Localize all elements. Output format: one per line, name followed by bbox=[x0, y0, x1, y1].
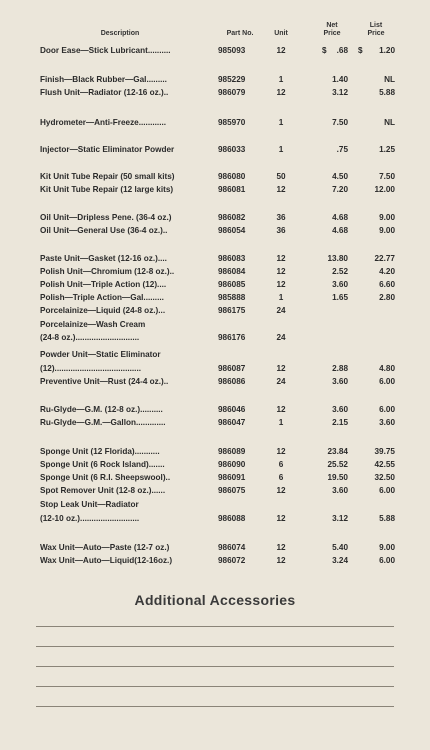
table-row bbox=[0, 405, 430, 417]
header-net-price bbox=[316, 22, 348, 38]
row-unit: 12 bbox=[276, 364, 286, 373]
row-part-no: 986089 bbox=[218, 447, 246, 456]
row-unit: 12 bbox=[276, 447, 286, 456]
additional-accessories-title: Additional Accessories bbox=[134, 592, 296, 608]
header-description-text: Description bbox=[100, 30, 140, 37]
row-description: Finish—Black Rubber—Gal......... bbox=[40, 75, 167, 84]
row-description: Polish—Triple Action—Gal......... bbox=[40, 293, 164, 302]
blank-writing-line bbox=[36, 686, 394, 687]
row-description: Porcelainize—Wash Cream bbox=[40, 320, 146, 329]
row-part-no: 986085 bbox=[218, 280, 246, 289]
row-part-no: 985093 bbox=[218, 46, 246, 55]
row-description: Sponge Unit (6 R.I. Sheepswool).. bbox=[40, 473, 171, 482]
row-description: Wax Unit—Auto—Liquid(12-16oz.) bbox=[40, 556, 173, 565]
row-list-price: 2.80 bbox=[379, 293, 395, 302]
row-description: Polish Unit—Triple Action (12).... bbox=[40, 280, 167, 289]
blank-writing-line bbox=[36, 646, 394, 647]
row-part-no: 986046 bbox=[218, 405, 246, 414]
row-net-price: 2.52 bbox=[332, 267, 348, 276]
row-description: Preventive Unit—Rust (24-4 oz.).. bbox=[40, 377, 169, 386]
row-description: Oil Unit—Dripless Pene. (36-4 oz.) bbox=[40, 213, 172, 222]
row-part-no: 986086 bbox=[218, 377, 246, 386]
row-net-price: 3.12 bbox=[332, 514, 348, 523]
header-description bbox=[90, 30, 150, 38]
row-unit: 24 bbox=[276, 333, 286, 342]
row-part-no: 986054 bbox=[218, 226, 246, 235]
row-list-price: 9.00 bbox=[379, 543, 395, 552]
header-list-line2: Price bbox=[367, 30, 385, 37]
row-net-price: 3.24 bbox=[332, 556, 348, 565]
table-row bbox=[0, 514, 430, 526]
row-part-no: 986175 bbox=[218, 306, 246, 315]
table-row bbox=[0, 118, 430, 130]
row-part-no: 986033 bbox=[218, 145, 246, 154]
row-unit: 6 bbox=[278, 473, 284, 482]
row-unit: 6 bbox=[278, 460, 284, 469]
row-net-price: 25.52 bbox=[327, 460, 348, 469]
row-list-price: 6.00 bbox=[379, 486, 395, 495]
table-row bbox=[0, 185, 430, 197]
row-part-no: 986074 bbox=[218, 543, 246, 552]
row-unit: 1 bbox=[278, 75, 284, 84]
row-part-no: 986072 bbox=[218, 556, 246, 565]
row-list-price: 9.00 bbox=[379, 213, 395, 222]
row-unit: 12 bbox=[276, 88, 286, 97]
row-list-price: 5.88 bbox=[379, 514, 395, 523]
row-description: Wax Unit—Auto—Paste (12-7 oz.) bbox=[40, 543, 170, 552]
table-row bbox=[0, 333, 430, 345]
row-net-price: 13.80 bbox=[327, 254, 348, 263]
row-net-price: 4.68 bbox=[332, 226, 348, 235]
row-list-price: 6.00 bbox=[379, 556, 395, 565]
row-part-no: 986090 bbox=[218, 460, 246, 469]
row-list-price: NL bbox=[384, 75, 395, 84]
row-net-price: 7.50 bbox=[332, 118, 348, 127]
row-net-price: 3.60 bbox=[332, 280, 348, 289]
row-part-no: 985229 bbox=[218, 75, 246, 84]
row-description: Kit Unit Tube Repair (12 large kits) bbox=[40, 185, 174, 194]
row-description: (12)...................................... bbox=[40, 364, 142, 373]
row-unit: 24 bbox=[276, 377, 286, 386]
table-row bbox=[0, 226, 430, 238]
row-unit: 12 bbox=[276, 405, 286, 414]
table-row bbox=[0, 213, 430, 225]
row-list-price: 7.50 bbox=[379, 172, 395, 181]
row-net-price: 1.40 bbox=[332, 75, 348, 84]
row-unit: 1 bbox=[278, 118, 284, 127]
row-unit: 12 bbox=[276, 254, 286, 263]
row-net-price: .68 bbox=[336, 46, 348, 55]
table-row bbox=[0, 280, 430, 292]
row-net-price: .75 bbox=[336, 145, 348, 154]
row-unit: 36 bbox=[276, 226, 286, 235]
table-row bbox=[0, 172, 430, 184]
row-description: Injector—Static Eliminator Powder bbox=[40, 145, 175, 154]
table-row bbox=[0, 267, 430, 279]
row-list-price: 32.50 bbox=[374, 473, 395, 482]
row-part-no: 986047 bbox=[218, 418, 246, 427]
row-description: (24-8 oz.)............................ bbox=[40, 333, 140, 342]
row-unit: 12 bbox=[276, 556, 286, 565]
row-part-no: 986082 bbox=[218, 213, 246, 222]
row-net-price: 3.60 bbox=[332, 377, 348, 386]
header-part-no bbox=[218, 30, 262, 38]
table-row bbox=[0, 500, 430, 512]
row-description: Flush Unit—Radiator (12-16 oz.).. bbox=[40, 88, 169, 97]
table-row bbox=[0, 418, 430, 430]
row-net-price: 3.12 bbox=[332, 88, 348, 97]
row-description: Spot Remover Unit (12-8 oz.)...... bbox=[40, 486, 166, 495]
row-unit: 12 bbox=[276, 543, 286, 552]
row-description: Ru-Glyde—G.M. (12-8 oz.).......... bbox=[40, 405, 163, 414]
row-net-price: 5.40 bbox=[332, 543, 348, 552]
header-net-line1: Net bbox=[326, 22, 338, 29]
row-net-price: 4.50 bbox=[332, 172, 348, 181]
table-row bbox=[0, 293, 430, 305]
row-description: Stop Leak Unit—Radiator bbox=[40, 500, 139, 509]
row-description: Powder Unit—Static Eliminator bbox=[40, 350, 161, 359]
row-unit: 1 bbox=[278, 293, 284, 302]
header-net-line2: Price bbox=[323, 30, 341, 37]
row-list-price: 12.00 bbox=[374, 185, 395, 194]
row-list-price: 1.25 bbox=[379, 145, 395, 154]
row-list-price: NL bbox=[384, 118, 395, 127]
table-row bbox=[0, 75, 430, 87]
table-row bbox=[0, 145, 430, 157]
row-part-no: 986091 bbox=[218, 473, 246, 482]
dollar-sign: $ bbox=[358, 46, 363, 55]
row-net-price: 4.68 bbox=[332, 213, 348, 222]
row-description: Polish Unit—Chromium (12-8 oz.).. bbox=[40, 267, 175, 276]
table-row bbox=[0, 350, 430, 362]
row-description: Ru-Glyde—G.M.—Gallon............. bbox=[40, 418, 166, 427]
row-part-no: 986075 bbox=[218, 486, 246, 495]
row-part-no: 985970 bbox=[218, 118, 246, 127]
row-list-price: 5.88 bbox=[379, 88, 395, 97]
row-part-no: 985888 bbox=[218, 293, 246, 302]
row-net-price: 19.50 bbox=[327, 473, 348, 482]
row-description: (12-10 oz.).......................... bbox=[40, 514, 140, 523]
row-description: Hydrometer—Anti-Freeze............ bbox=[40, 118, 167, 127]
header-list-price bbox=[358, 22, 394, 38]
blank-writing-line bbox=[36, 706, 394, 707]
row-unit: 50 bbox=[276, 172, 286, 181]
row-unit: 24 bbox=[276, 306, 286, 315]
table-row bbox=[0, 486, 430, 498]
row-list-price: 6.60 bbox=[379, 280, 395, 289]
row-list-price: 6.00 bbox=[379, 405, 395, 414]
table-row bbox=[0, 460, 430, 472]
table-row bbox=[0, 306, 430, 318]
table-row bbox=[0, 556, 430, 568]
row-net-price: 2.15 bbox=[332, 418, 348, 427]
row-unit: 12 bbox=[276, 280, 286, 289]
row-unit: 12 bbox=[276, 267, 286, 276]
row-part-no: 986087 bbox=[218, 364, 246, 373]
row-list-price: 4.80 bbox=[379, 364, 395, 373]
row-list-price: 22.77 bbox=[374, 254, 395, 263]
header-part-no-text: Part No. bbox=[226, 30, 254, 37]
row-unit: 12 bbox=[276, 514, 286, 523]
row-list-price: 39.75 bbox=[374, 447, 395, 456]
table-row bbox=[0, 364, 430, 376]
blank-writing-line bbox=[36, 626, 394, 627]
table-row bbox=[0, 320, 430, 332]
header-unit bbox=[271, 30, 291, 38]
row-description: Kit Unit Tube Repair (50 small kits) bbox=[40, 172, 175, 181]
row-unit: 1 bbox=[278, 145, 284, 154]
row-list-price: 9.00 bbox=[379, 226, 395, 235]
row-part-no: 986088 bbox=[218, 514, 246, 523]
header-list-line1: List bbox=[369, 22, 383, 29]
table-row bbox=[0, 46, 430, 58]
row-part-no: 986079 bbox=[218, 88, 246, 97]
row-description: Paste Unit—Gasket (12-16 oz.).... bbox=[40, 254, 167, 263]
row-description: Oil Unit—General Use (36-4 oz.).. bbox=[40, 226, 168, 235]
dollar-sign: $ bbox=[322, 46, 327, 55]
table-row bbox=[0, 377, 430, 389]
table-row bbox=[0, 447, 430, 459]
row-unit: 12 bbox=[276, 185, 286, 194]
table-row bbox=[0, 254, 430, 266]
row-net-price: 3.60 bbox=[332, 405, 348, 414]
table-row bbox=[0, 473, 430, 485]
row-net-price: 1.65 bbox=[332, 293, 348, 302]
header-unit-text: Unit bbox=[274, 30, 288, 37]
row-net-price: 7.20 bbox=[332, 185, 348, 194]
row-description: Door Ease—Stick Lubricant.......... bbox=[40, 46, 171, 55]
row-part-no: 986081 bbox=[218, 185, 246, 194]
row-net-price: 23.84 bbox=[327, 447, 348, 456]
row-net-price: 2.88 bbox=[332, 364, 348, 373]
row-description: Sponge Unit (12 Florida)........... bbox=[40, 447, 160, 456]
row-unit: 36 bbox=[276, 213, 286, 222]
row-unit: 1 bbox=[278, 418, 284, 427]
row-part-no: 986084 bbox=[218, 267, 246, 276]
row-list-price: 1.20 bbox=[379, 46, 395, 55]
blank-writing-line bbox=[36, 666, 394, 667]
row-description: Sponge Unit (6 Rock Island)....... bbox=[40, 460, 165, 469]
row-unit: 12 bbox=[276, 486, 286, 495]
row-description: Porcelainize—Liquid (24-8 oz.)... bbox=[40, 306, 166, 315]
row-part-no: 986083 bbox=[218, 254, 246, 263]
row-part-no: 986080 bbox=[218, 172, 246, 181]
row-list-price: 6.00 bbox=[379, 377, 395, 386]
table-row bbox=[0, 543, 430, 555]
row-part-no: 986176 bbox=[218, 333, 246, 342]
row-net-price: 3.60 bbox=[332, 486, 348, 495]
row-unit: 12 bbox=[276, 46, 286, 55]
row-list-price: 4.20 bbox=[379, 267, 395, 276]
table-row bbox=[0, 88, 430, 100]
row-list-price: 42.55 bbox=[374, 460, 395, 469]
row-list-price: 3.60 bbox=[379, 418, 395, 427]
